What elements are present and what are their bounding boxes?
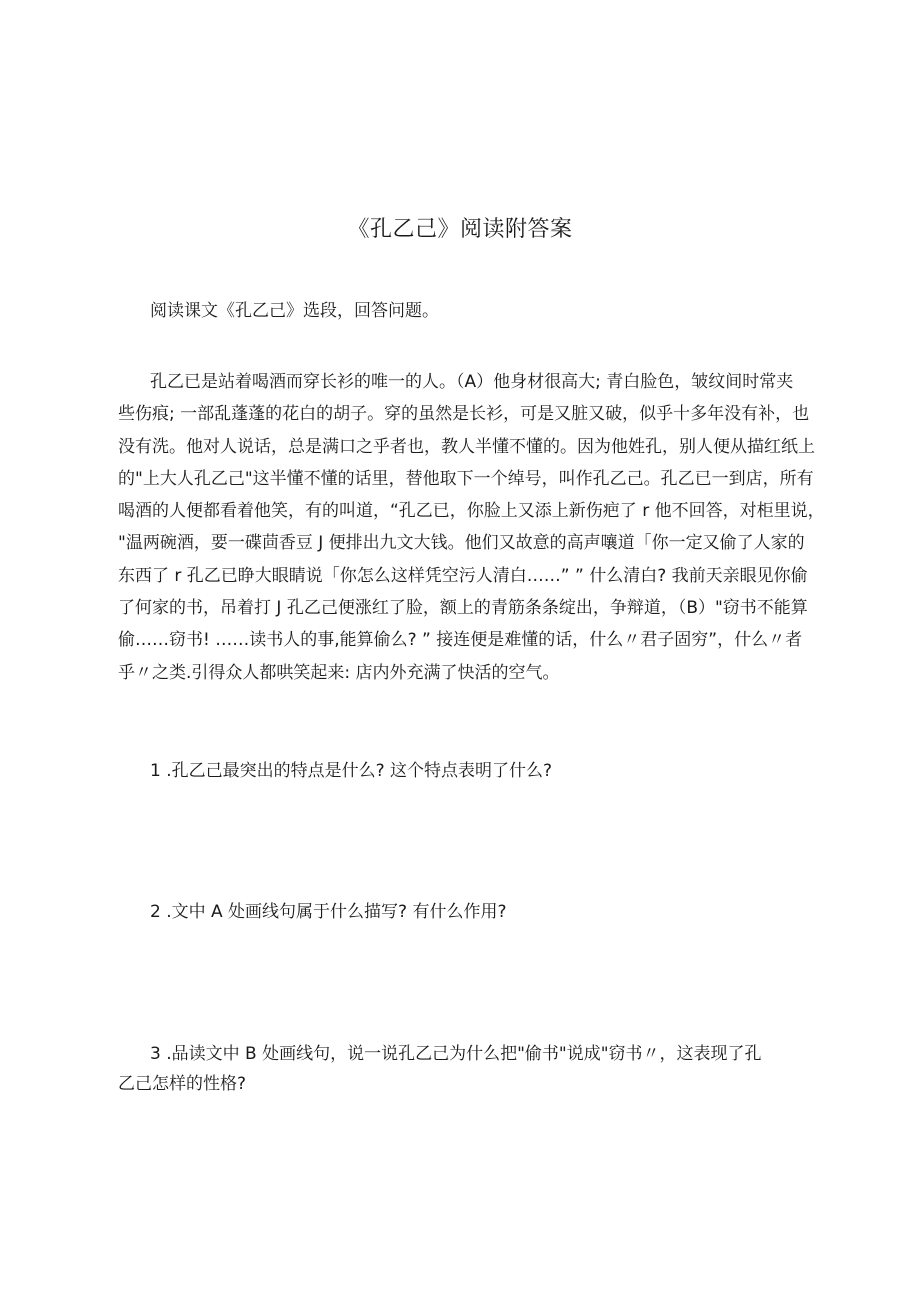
question-3 — [118, 1039, 818, 1099]
passage-line: 东西了 r 孔乙已睁大眼睛说「你怎么这样凭空污人清白……” ” 什么清白? 我前天亲眼见你偷 — [118, 565, 808, 586]
question-text: 3 .品读文中 B 处画线句，说一说孔乙己为什么把"偷书"说成"窃书〃，这表现了孔 — [150, 1044, 762, 1064]
passage-line: 些伤痕; 一部乱蓬蓬的花白的胡子。穿的虽然是长衫，可是又脏又破，似乎十多年没有补，也 — [118, 404, 810, 425]
question-2 — [118, 897, 818, 927]
passage-line: 喝酒的人便都看着他笑，有的叫道，“孔乙已，你脸上又添上新伤疤了 r 他不回答，对柜里说， — [118, 501, 825, 522]
passage-line: "温两碗酒，要一碟茴香豆 J 便排出九文大钱。他们又故意的高声嚷道「你一定又偷了人家的 — [118, 533, 805, 554]
question-text: 2 .文中 A 处画线句属于什么描写? 有什么作用? — [150, 902, 507, 922]
question-text: 1 .孔乙己最突出的特点是什么? 这个特点表明了什么? — [150, 761, 553, 781]
passage-line: 偷……窃书! ……读书人的事,能算偷么? ” 接连便是难懂的话，什么〃君子固穷”，什么〃者 — [118, 630, 803, 651]
document-title: 《孔乙己》阅读附答案 — [347, 217, 573, 242]
question-text: 乙己怎样的性格? — [118, 1074, 247, 1094]
passage-line: 了何家的书，吊着打 J 孔乙己便涨红了脸，额上的青筋条条绽出，争辩道，（B）"窃书不能算 — [118, 598, 808, 619]
passage-line: 的"上大人孔乙己"这半懂不懂的话里，替他取下一个绰号，叫作孔乙己。孔乙已一到店，所有 — [118, 468, 814, 489]
reading-passage — [118, 366, 825, 689]
question-1 — [118, 756, 818, 786]
passage-line: 没有洗。他对人说话，总是满口之乎者也，教人半懂不懂的。因为他姓孔，别人便从描红纸上 — [118, 436, 815, 457]
instruction-text: 阅读课文《孔乙己》选段，回答问题。 — [150, 301, 439, 321]
passage-line: 孔乙已是站着喝酒而穿长衫的唯一的人。（A）他身材很高大; 青白脸色，皱纹间时常夹 — [150, 372, 794, 392]
passage-line: 乎〃之类.引得众人都哄笑起来: 店内外充满了快活的空气。 — [118, 662, 560, 683]
